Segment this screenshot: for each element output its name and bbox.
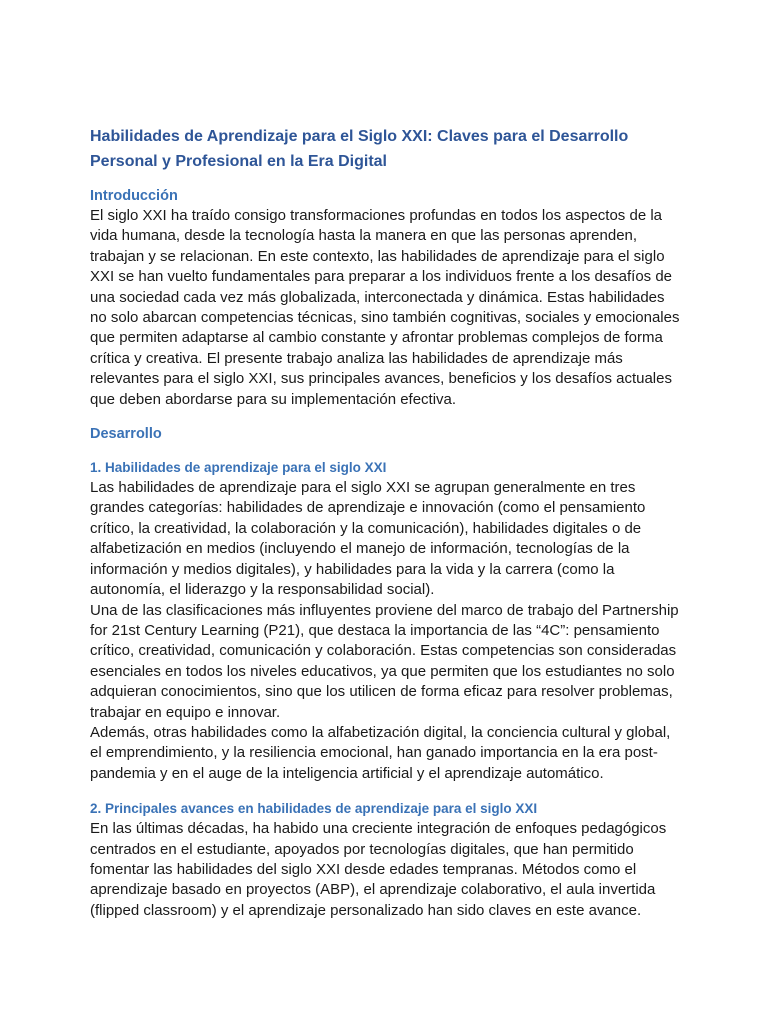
section-1-paragraph-2: Una de las clasificaciones más influyentes proviene del marco de trabajo del Partnership for 21st Century Learning (P21), que destaca la importancia de las “4C”: pensamiento crítico, creatividad, comunicación y colaboración. Estas competencias son consideradas esenciales en todos los niveles educativos, ya que permiten que los estudiantes no solo adquieran conocimientos, sino que los utilicen de forma eficaz para resolver problemas, trabajar en equipo e innovar. — [90, 601, 679, 721]
heading-desarrollo: Desarrollo — [90, 426, 162, 443]
section-2-heading: 2. Principales avances en habilidades de aprendizaje para el siglo XXI — [90, 801, 538, 817]
section-1-paragraph-3: Además, otras habilidades como la alfabetización digital, la conciencia cultural y global, el emprendimiento, y la resiliencia emocional, han ganado importancia en la era post-pandemia y en el auge de la inteligencia artificial y el aprendizaje automático. — [90, 723, 671, 782]
document-title: Habilidades de Aprendizaje para el Siglo XXI: Claves para el Desarrollo Personal y Profesional en la Era Digital — [90, 128, 629, 170]
section-1-paragraph-1: Las habilidades de aprendizaje para el siglo XXI se agrupan generalmente en tres grandes categorías: habilidades de aprendizaje e innovación (como el pensamiento crítico, la creatividad, la colaboración y la comunicación), habilidades digitales o de alfabetización en medios (incluyendo el manejo de información, tecnologías de la información y medios digitales), y habilidades para la vida y la carrera (como la autonomía, el liderazgo y la responsabilidad social). — [90, 479, 646, 599]
document-page — [90, 120, 680, 921]
section-2-paragraph-1: En las últimas décadas, ha habido una creciente integración de enfoques pedagógicos centrados en el estudiante, apoyados por tecnologías digitales, que han permitido fomentar las habilidades del siglo XXI desde edades tempranas. Métodos como el aprendizaje basado en proyectos (ABP), el aprendizaje colaborativo, el aula invertida (flipped classroom) y el aprendizaje personalizado han sido claves en este avance. — [90, 820, 667, 919]
heading-introduccion: Introducción — [90, 188, 178, 204]
intro-paragraph: El siglo XXI ha traído consigo transformaciones profundas en todos los aspectos de la vida humana, desde la tecnología hasta la manera en que las personas aprenden, trabajan y se relacionan. En este contexto, las habilidades de aprendizaje para el siglo XXI se han vuelto fundamentales para preparar a los individuos frente a los desafíos de una sociedad cada vez más globalizada, interconectada y dinámica. Estas habilidades no solo abarcan competencias técnicas, sino también cognitivas, sociales y emocionales que permiten adaptarse al cambio constante y afrontar problemas complejos de forma crítica y creativa. El presente trabajo analiza las habilidades de aprendizaje más relevantes para el siglo XXI, sus principales avances, beneficios y los desafíos actuales que deben abordarse para su implementación efectiva. — [90, 207, 680, 408]
section-1-heading: 1. Habilidades de aprendizaje para el siglo XXI — [90, 460, 387, 476]
